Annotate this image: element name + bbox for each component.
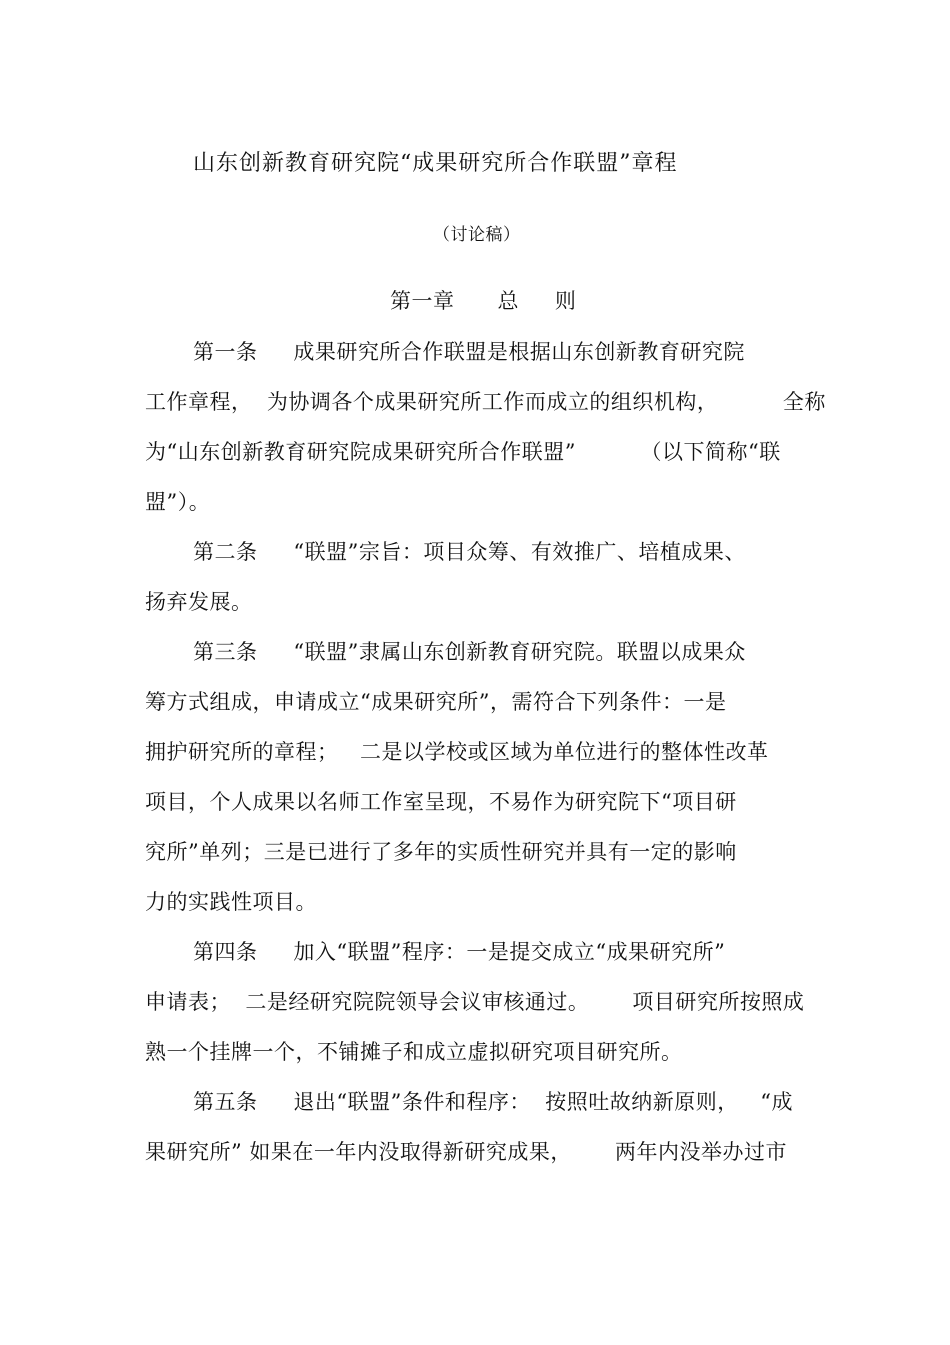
chapter-heading: 第一章 总 则 [390, 289, 577, 313]
body-line: 为“山东创新教育研究院成果研究所合作联盟” （以下简称“联 [145, 440, 781, 464]
body-line: 工作章程， 为协调各个成果研究所工作而成立的组织机构， 全称 [145, 390, 826, 414]
document-title: 山东创新教育研究院“成果研究所合作联盟”章程 [193, 151, 678, 176]
body-line: 第四条 加入“联盟”程序：一是提交成立“成果研究所” [193, 940, 726, 964]
body-line: 第一条 成果研究所合作联盟是根据山东创新教育研究院 [193, 340, 745, 364]
body-line: 果研究所” 如果在一年内没取得新研究成果， 两年内没举办过市 [145, 1140, 787, 1164]
document-subtitle: （讨论稿） [433, 225, 521, 245]
body-line: 拥护研究所的章程； 二是以学校或区域为单位进行的整体性改革 [145, 740, 769, 764]
body-line: 项目，个人成果以名师工作室呈现，不易作为研究院下“项目研 [145, 790, 737, 814]
body-line: 扬弃发展。 [145, 590, 253, 614]
body-line: 申请表； 二是经研究院院领导会议审核通过。 项目研究所按照成 [145, 990, 805, 1014]
body-line: 盟”）。 [145, 490, 211, 514]
body-line: 第二条 “联盟”宗旨：项目众筹、有效推广、培植成果、 [193, 540, 746, 564]
body-line: 第三条 “联盟”隶属山东创新教育研究院。联盟以成果众 [193, 640, 746, 664]
body-line: 第五条 退出“联盟”条件和程序： 按照吐故纳新原则， “成 [193, 1090, 793, 1114]
body-line: 力的实践性项目。 [145, 890, 317, 914]
body-line: 究所”单列；三是已进行了多年的实质性研究并具有一定的影响 [145, 840, 737, 864]
body-line: 熟一个挂牌一个，不铺摊子和成立虚拟研究项目研究所。 [145, 1040, 683, 1064]
body-line: 筹方式组成，申请成立“成果研究所”，需符合下列条件：一是 [145, 690, 727, 714]
